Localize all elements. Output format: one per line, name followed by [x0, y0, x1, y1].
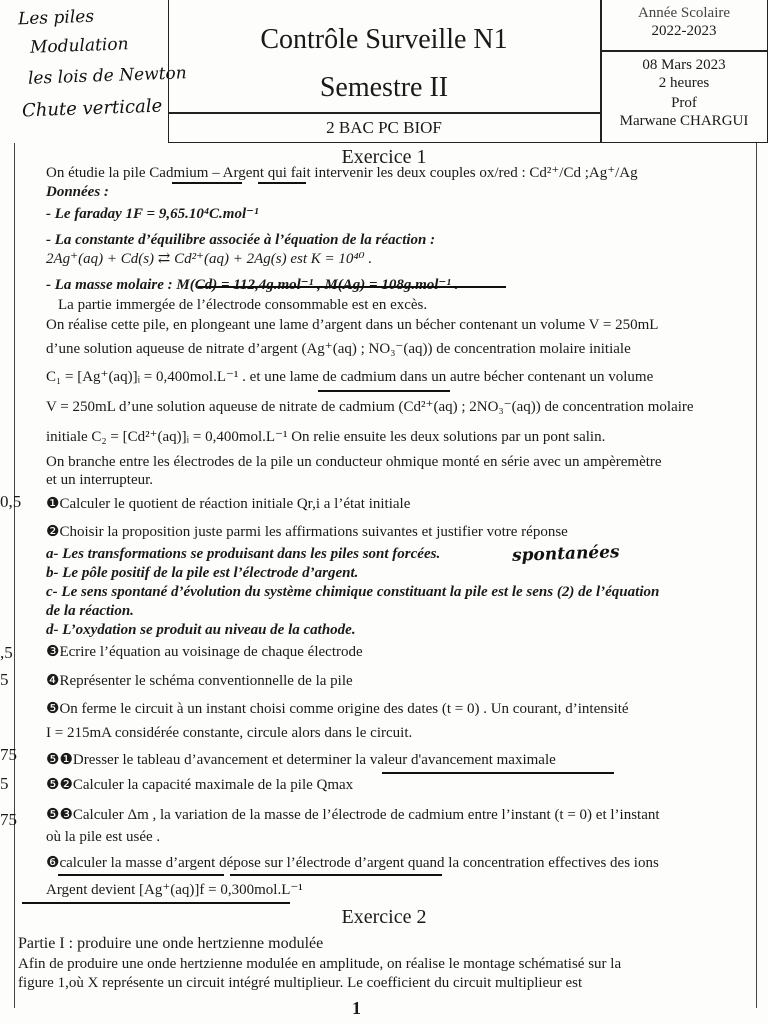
exercise2-title: Exercice 2: [341, 906, 427, 928]
school-year-label: Année Scolaire: [637, 5, 731, 21]
pen-underline: [58, 874, 224, 876]
exercise1-p7: et un interrupteur.: [46, 472, 154, 488]
reaction-equation: 2Ag⁺(aq) + Cd(s) ⇄ Cd²⁺(aq) + 2Ag(s) est K = 10⁴⁰ .: [46, 251, 373, 267]
faraday-constant: - Le faraday 1F = 9,65.10⁴C.mol⁻¹: [46, 206, 259, 222]
pen-underline: [22, 902, 290, 904]
points-q4: 5: [0, 670, 9, 689]
exam-title: Contrôle Surveille N1: [260, 24, 508, 55]
exercise1-title: Exercice 1: [341, 146, 427, 168]
header-divider-meta: [600, 50, 768, 52]
pen-underline: [382, 772, 614, 774]
molar-mass: - La masse molaire : M(Cd) = 112,4g.mol⁻¹ , M(Ag) = 108g.mol⁻¹ .: [46, 277, 459, 293]
pen-underline: [258, 182, 306, 184]
donnees-label: Données :: [46, 184, 109, 200]
immersed-note: La partie immergée de l’électrode consommable est en excès.: [58, 297, 428, 313]
question-1: ❶Calculer le quotient de réaction initiale Qr,i a l’état initiale: [46, 496, 411, 512]
exercise1-intro: On étudie la pile Cadmium – Argent qui fait intervenir les deux couples ox/red : Cd²⁺/Cd ;Ag⁺/Ag: [46, 165, 638, 181]
points-q1: 0,5: [0, 492, 22, 511]
handwritten-spontanees: spontanées: [511, 542, 620, 566]
pen-underline: [172, 182, 242, 184]
exercise2-part1: Partie I : produire une onde hertzienne modulée: [18, 935, 324, 952]
question-5: ❺On ferme le circuit à un instant choisi comme origine des dates (t = 0) . Un courant, d’intensité: [46, 701, 629, 717]
class-label: 2 BAC PC BIOF: [326, 118, 442, 137]
exercise1-p6: On branche entre les électrodes de la pile un conducteur ohmique monté en série avec un ampèremètre: [46, 454, 662, 470]
question-5-2: ❺❷Calculer la capacité maximale de la pile Qmax: [46, 777, 354, 793]
exercise1-p2: d’une solution aqueuse de nitrate d’argent (Ag⁺(aq) ; NO₃⁻(aq)) de concentration molaire initiale: [46, 341, 631, 357]
points-q53: 75: [0, 810, 17, 829]
handwritten-note-1: Les piles: [17, 6, 95, 30]
exam-duration: 2 heures: [658, 75, 710, 91]
question-2b: b- Le pôle positif de la pile est l’électrode d’argent.: [46, 565, 359, 581]
question-5-3-cont: où la pile est usée .: [46, 829, 161, 845]
header-divider-h: [168, 112, 600, 114]
prof-label: Prof: [671, 95, 697, 111]
handwritten-note-3: les lois de Newton: [27, 63, 188, 89]
question-6: ❻calculer la masse d’argent dépose sur l’électrode d’argent quand la concentration effectives des ions: [46, 855, 659, 871]
question-2d: d- L’oxydation se produit au niveau de la cathode.: [46, 622, 356, 638]
question-4: ❹Représenter le schéma conventionnelle de la pile: [46, 673, 353, 689]
points-q3: ,5: [0, 643, 13, 662]
pen-underline: [198, 286, 506, 288]
question-5-cont: I = 215mA considérée constante, circule alors dans le circuit.: [46, 725, 413, 741]
exercise1-p5: initiale C₂ = [Cd²⁺(aq)]ᵢ = 0,400mol.L⁻¹ On relie ensuite les deux solutions par un pont salin.: [46, 429, 606, 445]
pen-underline: [230, 874, 442, 876]
exercise2-p2: figure 1,où X représente un circuit intégré multiplieur. Le coefficient du circuit multiplieur est: [18, 975, 583, 991]
exercise1-p1: On réalise cette pile, en plongeant une lame d’argent dans un bécher contenant un volume V = 250mL: [46, 317, 659, 333]
semester-title: Semestre II: [319, 72, 449, 103]
page-number: 1: [352, 998, 361, 1018]
question-2c-cont: de la réaction.: [46, 603, 134, 619]
question-2: ❷Choisir la proposition juste parmi les affirmations suivantes et justifier votre réponse: [46, 524, 568, 540]
question-5-1: ❺❶Dresser le tableau d’avancement et determiner la valeur d'avancement maximale: [46, 752, 556, 768]
question-6-cont: Argent devient [Ag⁺(aq)]f = 0,300mol.L⁻¹: [46, 882, 303, 898]
pen-underline: [318, 390, 450, 392]
handwritten-note-4: Chute verticale: [21, 95, 163, 122]
exercise1-p4: V = 250mL d’une solution aqueuse de nitrate de cadmium (Cd²⁺(aq) ; 2NO₃⁻(aq)) de concentration molaire: [46, 399, 694, 415]
question-5-3: ❺❸Calculer Δm , la variation de la masse de l’électrode de cadmium entre l’instant (t = 0) et l’instant: [46, 807, 660, 823]
school-year: 2022-2023: [651, 23, 717, 39]
exercise2-p1: Afin de produire une onde hertzienne modulée en amplitude, on réalise le montage schématisé sur la: [18, 956, 622, 972]
exercise1-p3: C₁ = [Ag⁺(aq)]ᵢ = 0,400mol.L⁻¹ . et une lame de cadmium dans un autre bécher contenant un volume: [46, 369, 654, 385]
question-3: ❸Ecrire l’équation au voisinage de chaque électrode: [46, 644, 363, 660]
points-q51: 75: [0, 745, 17, 764]
exam-date: 08 Mars 2023: [642, 57, 726, 73]
equilibrium-constant-label: - La constante d’équilibre associée à l’équation de la réaction :: [46, 232, 436, 248]
question-2c: c- Le sens spontané d’évolution du système chimique constituant la pile est le sens (2) de l’équation: [46, 584, 660, 600]
question-2a: a- Les transformations se produisant dans les piles sont forcées.: [46, 546, 441, 562]
handwritten-note-2: Modulation: [29, 34, 129, 58]
prof-name: Marwane CHARGUI: [619, 113, 749, 129]
points-q52: 5: [0, 774, 9, 793]
